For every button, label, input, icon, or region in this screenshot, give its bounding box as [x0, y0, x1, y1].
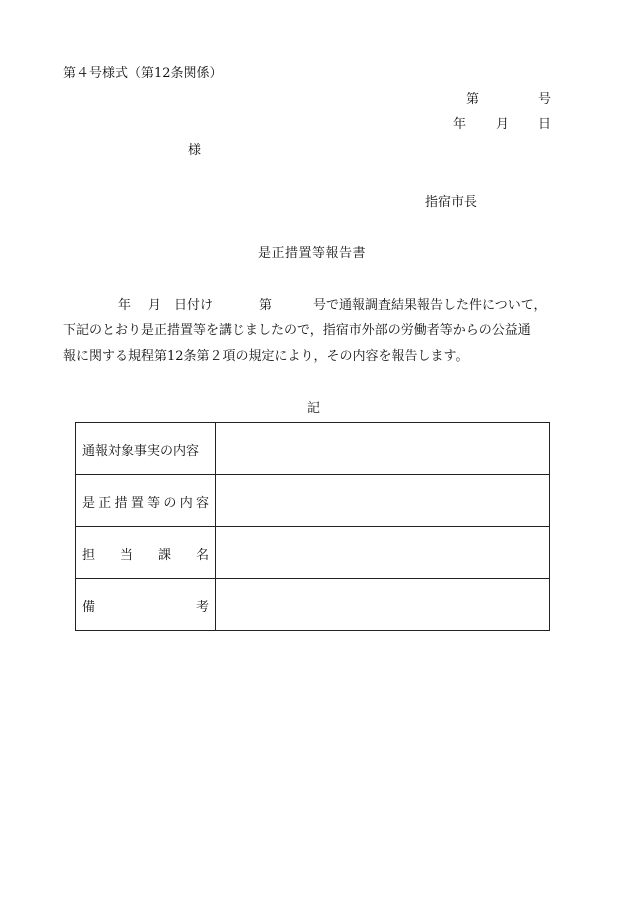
row-label-remarks — [82, 596, 209, 615]
row-label-char: 等 — [147, 496, 161, 511]
form-label: 第４号様式（第12条関係） — [63, 66, 223, 81]
row-label-char: 措 — [114, 496, 128, 511]
row-label-department — [82, 544, 209, 563]
row-label-char: 当 — [119, 548, 133, 563]
table-label-cell — [76, 527, 216, 579]
date-day-label: 日 — [538, 117, 552, 132]
document-title: 是正措置等報告書 — [258, 246, 367, 261]
table-label-cell — [76, 579, 216, 631]
table-value-cell[interactable] — [216, 527, 550, 579]
table-row — [76, 579, 550, 631]
row-label-reported-facts: 通報対象事実の内容 — [82, 444, 200, 459]
table-label-cell — [76, 475, 216, 527]
row-label-char: 担 — [82, 548, 96, 563]
row-label-char: 容 — [195, 496, 209, 511]
body-number-dai: 第 — [259, 298, 273, 313]
body-month-label: 月 — [148, 298, 162, 313]
body-year-label: 年 — [118, 298, 132, 313]
table-row — [76, 527, 550, 579]
row-label-char: 備 — [82, 600, 96, 615]
table-row — [76, 423, 550, 475]
body-day-label: 日付け — [174, 298, 214, 313]
table-value-cell[interactable] — [216, 423, 550, 475]
report-table — [75, 422, 550, 631]
row-label-char: 考 — [195, 600, 209, 615]
body-line-3: 報に関する規程第12条第２項の規定により，その内容を報告します。 — [63, 349, 469, 364]
row-label-char: 是 — [82, 496, 96, 511]
body-line-2: 下記のとおり是正措置等を講じましたので，指宿市外部の労働者等からの公益通 — [63, 323, 531, 338]
document-number-go: 号 — [538, 92, 552, 107]
table-label-cell — [76, 423, 216, 475]
row-label-char: 置 — [130, 496, 144, 511]
body-line-1-text: 号で通報調査結果報告した件について， — [313, 298, 547, 313]
addressee-suffix: 様 — [188, 143, 202, 158]
row-label-char: 正 — [98, 496, 112, 511]
row-label-char: 内 — [179, 496, 193, 511]
document-number-dai: 第 — [466, 92, 480, 107]
ki-heading: 記 — [307, 401, 321, 416]
table-value-cell[interactable] — [216, 475, 550, 527]
row-label-char: の — [163, 496, 177, 511]
table-row — [76, 475, 550, 527]
row-label-char: 課 — [157, 548, 171, 563]
date-year-label: 年 — [453, 117, 467, 132]
row-label-char: 名 — [195, 548, 209, 563]
table-value-cell[interactable] — [216, 579, 550, 631]
date-month-label: 月 — [496, 117, 510, 132]
sender-name: 指宿市長 — [425, 195, 478, 210]
row-label-corrective-measures — [82, 492, 209, 511]
